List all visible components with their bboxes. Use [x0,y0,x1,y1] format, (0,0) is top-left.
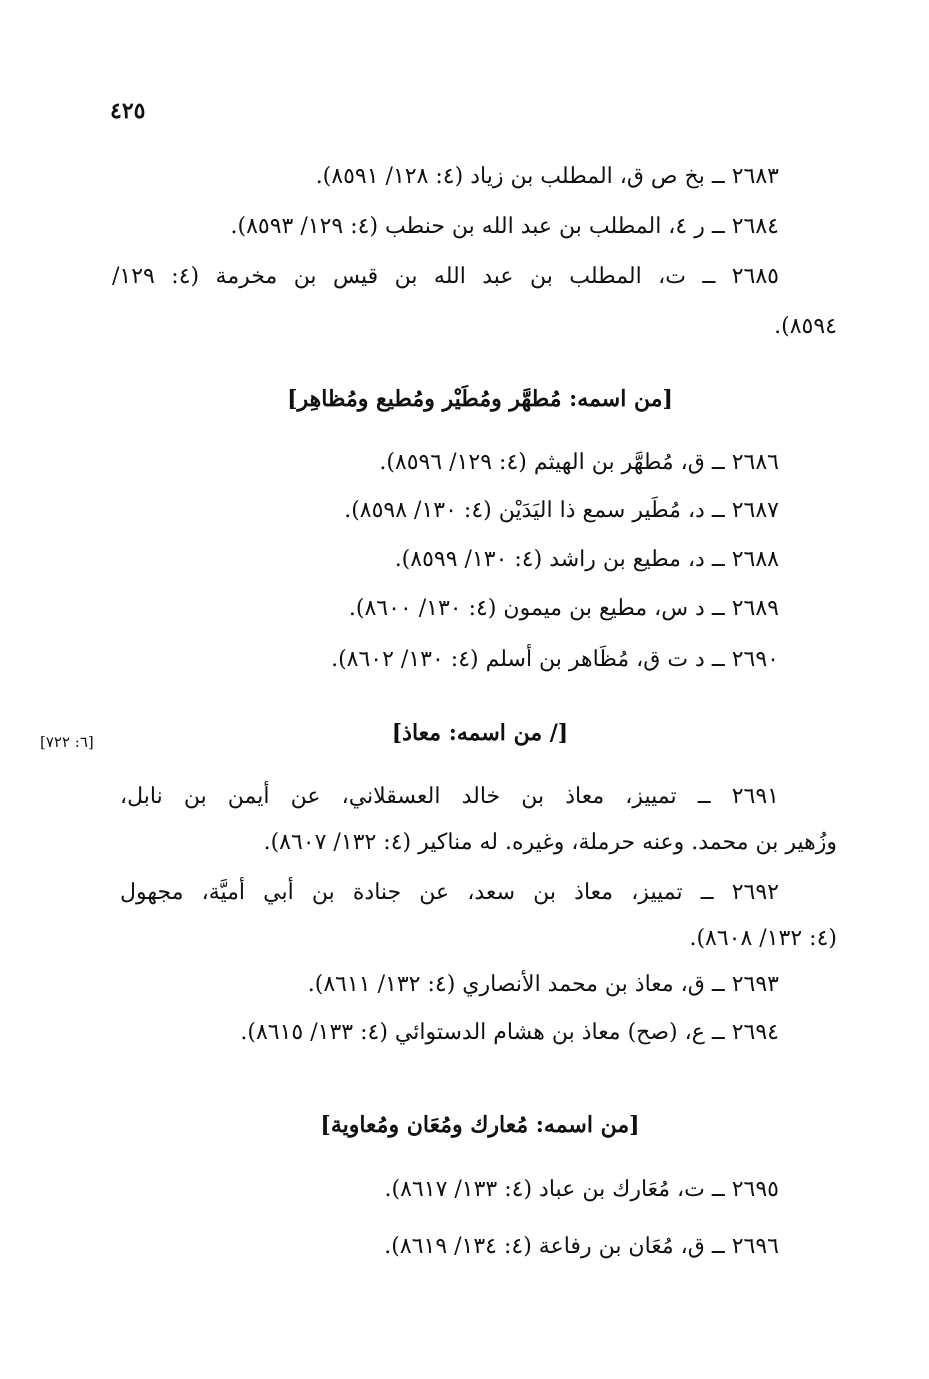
entry-2691: ٢٦٩١ ــ تمييز، معاذ بن خالد العسقلاني، عن أيمن بن نابل، [120,784,779,809]
entry-2685: ٢٦٨٥ ــ ت، المطلب بن عبد الله بن قيس بن مخرمة (٤: ١٢٩/ [112,264,779,289]
entry-2695: ٢٦٩٥ ــ ت، مُعَارك بن عباد (٤: ١٣٣/ ٨٦١٧). [384,1177,779,1202]
entry-2689: ٢٦٨٩ ــ د س، مطيع بن ميمون (٤: ١٣٠/ ٨٦٠٠). [348,596,779,621]
entry-2688: ٢٦٨٨ ــ د، مطيع بن راشد (٤: ١٣٠/ ٨٥٩٩). [394,547,779,572]
section-heading-muarik: [من اسمه: مُعارك ومُعَان ومُعاوية] [320,1112,640,1138]
entry-2694: ٢٦٩٤ ــ ع، (صح) معاذ بن هشام الدستوائي (٤: ١٣٣/ ٨٦١٥). [240,1020,779,1045]
entry-2691-continuation: وزُهير بن محمد. وعنه حرملة، وغيره. له مناكير (٤: ١٣٢/ ٨٦٠٧). [263,830,837,855]
entry-2683: ٢٦٨٣ ــ بخ ص ق، المطلب بن زياد (٤: ١٢٨/ ٨٥٩١). [315,164,779,189]
entry-2692-continuation: (٤: ١٣٢/ ٨٦٠٨). [689,926,837,951]
entry-2685-continuation: ٨٥٩٤). [774,314,837,339]
margin-reference: [٦: ٧٢٢] [40,733,94,751]
section-heading-muadh: [/ من اسمه: معاذ] [391,720,569,746]
entry-2686: ٢٦٨٦ ــ ق، مُطهَّر بن الهيثم (٤: ١٢٩/ ٨٥٩٦). [379,450,779,475]
section-heading-mutahhar: [من اسمه: مُطهَّر ومُطَيْر ومُطيع ومُظاهِر] [287,386,673,412]
entry-2690: ٢٦٩٠ ــ د ت ق، مُظَاهر بن أسلم (٤: ١٣٠/ ٨٦٠٢). [331,647,779,672]
entry-2692: ٢٦٩٢ ــ تمييز، معاذ بن سعد، عن جنادة بن أبي أميَّة، مجهول [120,880,779,905]
entry-2684: ٢٦٨٤ ــ ر ٤، المطلب بن عبد الله بن حنطب (٤: ١٢٩/ ٨٥٩٣). [230,214,779,239]
page-number: ٤٢٥ [110,98,146,124]
entry-2693: ٢٦٩٣ ــ ق، معاذ بن محمد الأنصاري (٤: ١٣٢/ ٨٦١١). [307,972,779,997]
entry-2696: ٢٦٩٦ ــ ق، مُعَان بن رفاعة (٤: ١٣٤/ ٨٦١٩). [384,1234,779,1259]
entry-2687: ٢٦٨٧ ــ د، مُطَير سمع ذا اليَدَيْن (٤: ١٣٠/ ٨٥٩٨). [344,498,779,523]
